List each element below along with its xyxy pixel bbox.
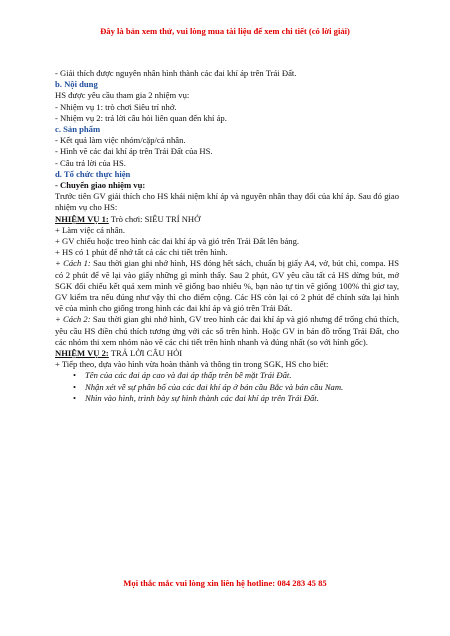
- task-1-text: Trò chơi: SIÊU TRÍ NHỚ: [108, 213, 201, 224]
- paragraph: - Nhiệm vụ 1: trò chơi Siêu trí nhớ.: [55, 101, 177, 112]
- subheading-task-assignment: - Chuyển giao nhiệm vụ:: [55, 180, 146, 191]
- method-1-text: Sau thời gian ghi nhớ hình, HS đóng hết sách, chuẩn bị giấy A4, vở, bút chì, compa. HS có 2 phút để vẽ lại vào giấy những gì mình thấy. Sau 2 phút, GV yêu cầu tất cả HS dừng bút, mở SGK đối chiếu kết quả xem mình vẽ giống bao nhiêu %, bạn nào tự tin vẽ giống 100% thì giơ tay, GV kiểm tra nếu đúng như vậy thì cho điểm cộng. Các HS còn lại có 2 phút để chỉnh sửa lại hình vẽ của mình cho giống trong hình các đai khí áp và gió trên Trái Đất.: [55, 258, 399, 314]
- paragraph: HS được yêu cầu tham gia 2 nhiệm vụ:: [55, 90, 190, 101]
- task-2-label: NHIỆM VỤ 2:: [55, 348, 109, 359]
- paragraph: + GV chiếu hoặc treo hình các đai khí áp và gió trên Trái Đất lên bảng.: [55, 236, 300, 247]
- section-heading-organization: d. Tổ chức thực hiện: [55, 168, 131, 179]
- task-2-title: [55, 348, 399, 359]
- section-heading-product: c. Sản phẩm: [55, 124, 101, 135]
- paragraph: - Câu trả lời của HS.: [55, 157, 126, 168]
- method-2-text: Sau thời gian ghi nhớ hình, GV treo hình các đai khí áp và gió nhưng để trống chú thích, yêu cầu HS điền chú thích tương ứng với các số trên hình. Hoặc GV in bản đồ trống Trái Đất, cho các nhóm thi xem nhóm nào vẽ các chi tiết trên hình nhanh và đúng nhất (so với hình gốc).: [55, 314, 399, 347]
- paragraph: + Tiếp theo, dựa vào hình vừa hoàn thành và thông tin trong SGK, HS cho biết:: [55, 359, 329, 370]
- paragraph: - Hình vẽ các đai khí áp trên Trái Đất của HS.: [55, 146, 213, 157]
- paragraph: Trước tiên GV giải thích cho HS khái niệm khí áp và nguyên nhân thay đổi của khí áp. Sau đó giao nhiệm vụ cho HS:: [55, 191, 399, 213]
- objective-line: - Giải thích được nguyên nhân hình thành các đai khí áp trên Trái Đất.: [55, 68, 297, 78]
- list-item: • Nhìn vào hình, trình bày sự hình thành các đai khí áp trên Trái Đất.: [85, 393, 399, 404]
- paragraph: + HS có 1 phút để nhớ tất cả các chi tiết trên hình.: [55, 247, 228, 258]
- document-body: [55, 68, 399, 404]
- task-1-title: [55, 214, 399, 225]
- preview-banner: Đây là bản xem thử, vui lòng mua tài liệu để xem chi tiết (có lời giải): [100, 26, 350, 36]
- task-1-label: NHIỆM VỤ 1:: [55, 213, 109, 224]
- paragraph: - Kết quả làm việc nhóm/cặp/cá nhân.: [55, 135, 186, 146]
- method-1-label: + Cách 1:: [55, 258, 91, 269]
- hotline-banner: Mọi thắc mắc vui lòng xin liên hệ hotline: 084 283 45 85: [123, 578, 327, 588]
- list-item: • Tên của các đai áp cao và đai áp thấp trên bề mặt Trái Đất.: [85, 370, 399, 381]
- task-2-text: TRẢ LỜI CÂU HỎI: [108, 348, 183, 359]
- section-heading-content: b. Nội dung: [55, 79, 98, 90]
- list-item: • Nhận xét về sự phân bố của các đai khí áp ở bán cầu Bắc và bán cầu Nam.: [85, 382, 399, 393]
- paragraph: - Nhiệm vụ 2: trả lời câu hỏi liên quan đến khí áp.: [55, 112, 227, 123]
- method-2-label: + Cách 2:: [55, 314, 91, 325]
- method-1-paragraph: [55, 258, 399, 314]
- method-2-paragraph: [55, 314, 399, 348]
- question-list: [55, 370, 399, 404]
- paragraph: + Làm việc cá nhân.: [55, 224, 125, 235]
